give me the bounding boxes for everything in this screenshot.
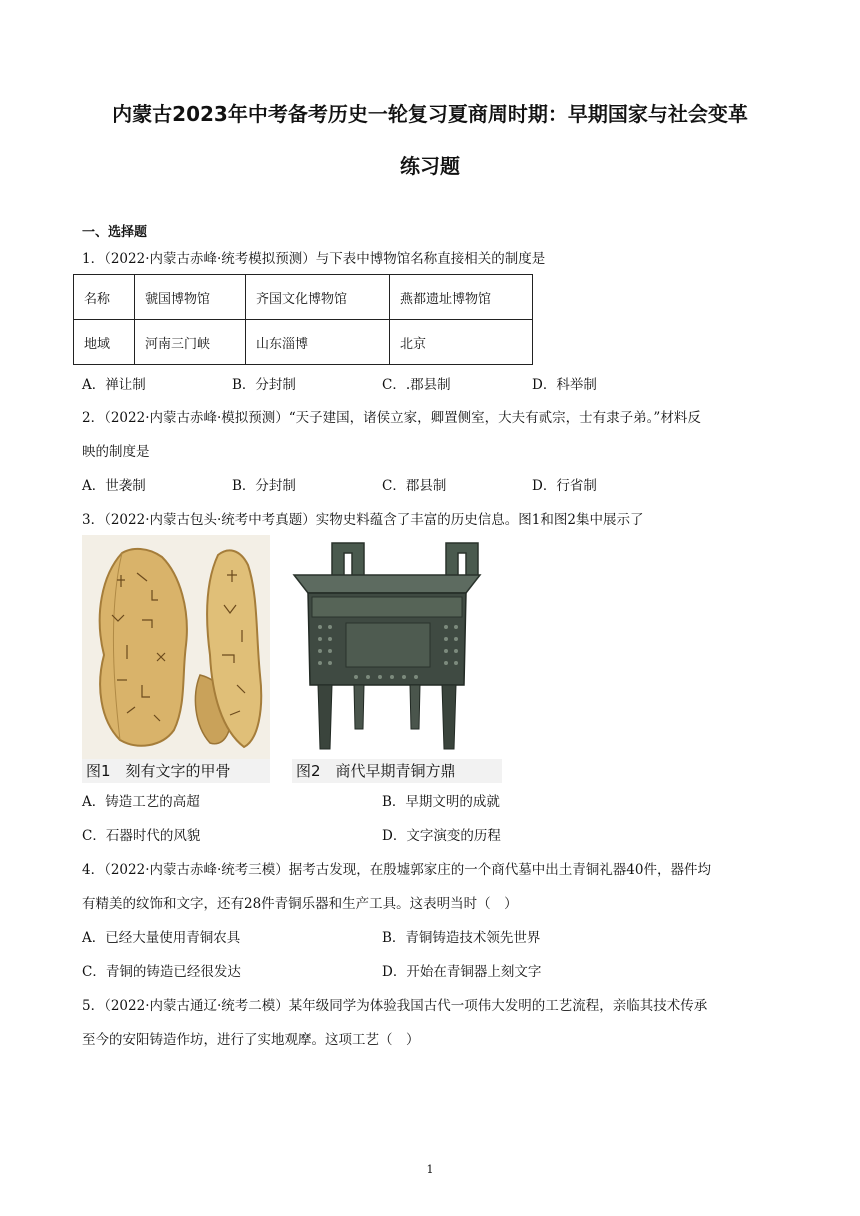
table-cell: 山东淄博 [246, 320, 390, 365]
title-line-2: 练习题 [400, 154, 460, 178]
title-line-1: 内蒙古2023年中考备考历史一轮复习夏商周时期：早期国家与社会变革 [112, 102, 748, 126]
page-number: 1 [426, 1163, 434, 1176]
option-a[interactable]: A．已经大量使用青铜农具 [82, 930, 241, 946]
q4-stem-line1: 4．（2022·内蒙古赤峰·统考三模）据考古发现，在殷墟郭家庄的一个商代墓中出土青铜礼器40件，器件均 [82, 862, 711, 878]
bronze-ding-illustration [270, 535, 502, 759]
option-b[interactable]: B．分封制 [232, 478, 296, 494]
q2-stem-line1: 2．（2022·内蒙古赤峰·模拟预测）“天子建国，诸侯立家，卿置侧室，大夫有贰宗，士有隶子弟。”材料反 [82, 410, 701, 426]
q5-stem-line2: 至今的安阳铸造作坊，进行了实地观摩。这项工艺（ ） [82, 1032, 420, 1048]
oracle-bone-image [82, 535, 270, 783]
option-d[interactable]: D．行省制 [532, 478, 597, 494]
option-a[interactable]: A．禅让制 [82, 377, 146, 393]
q2-stem-line2: 映的制度是 [82, 444, 150, 460]
table-cell: 地域 [74, 320, 135, 365]
table-row [74, 275, 533, 320]
option-d[interactable]: D．开始在青铜器上刻文字 [382, 964, 542, 980]
option-c[interactable]: C．.郡县制 [382, 377, 451, 393]
q1-stem: 1．（2022·内蒙古赤峰·统考模拟预测）与下表中博物馆名称直接相关的制度是 [82, 251, 546, 267]
fig1-caption: 图1 刻有文字的甲骨 [82, 759, 270, 783]
q5-stem-line1: 5．（2022·内蒙古通辽·统考二模）某年级同学为体验我国古代一项伟大发明的工艺流程，亲临其技术传承 [82, 998, 708, 1014]
option-c[interactable]: C．郡县制 [382, 478, 447, 494]
table-cell: 燕都遗址博物馆 [390, 275, 533, 320]
section-heading: 一、选择题 [82, 225, 148, 240]
bronze-ding-image [270, 535, 502, 783]
option-b[interactable]: B．青铜铸造技术领先世界 [382, 930, 541, 946]
option-d[interactable]: D．文字演变的历程 [382, 828, 501, 844]
oracle-bone-illustration [82, 535, 270, 759]
table-cell: 齐国文化博物馆 [246, 275, 390, 320]
table-cell: 虢国博物馆 [135, 275, 246, 320]
option-c[interactable]: C．石器时代的风貌 [82, 828, 201, 844]
table-cell: 北京 [390, 320, 533, 365]
document-title [60, 88, 800, 192]
fig2-caption: 图2 商代早期青铜方鼎 [292, 759, 502, 783]
table-row [74, 320, 533, 365]
table-cell: 河南三门峡 [135, 320, 246, 365]
q4-stem-line2: 有精美的纹饰和文字，还有28件青铜乐器和生产工具。这表明当时（ ） [82, 896, 518, 912]
option-b[interactable]: B．分封制 [232, 377, 296, 393]
option-b[interactable]: B．早期文明的成就 [382, 794, 500, 810]
option-a[interactable]: A．铸造工艺的高超 [82, 794, 200, 810]
museum-table [73, 274, 533, 365]
option-d[interactable]: D．科举制 [532, 377, 597, 393]
option-a[interactable]: A．世袭制 [82, 478, 146, 494]
table-cell: 名称 [74, 275, 135, 320]
option-c[interactable]: C．青铜的铸造已经很发达 [82, 964, 241, 980]
q3-stem: 3．（2022·内蒙古包头·统考中考真题）实物史料蕴含了丰富的历史信息。图1和图2集中展示了 [82, 512, 644, 528]
